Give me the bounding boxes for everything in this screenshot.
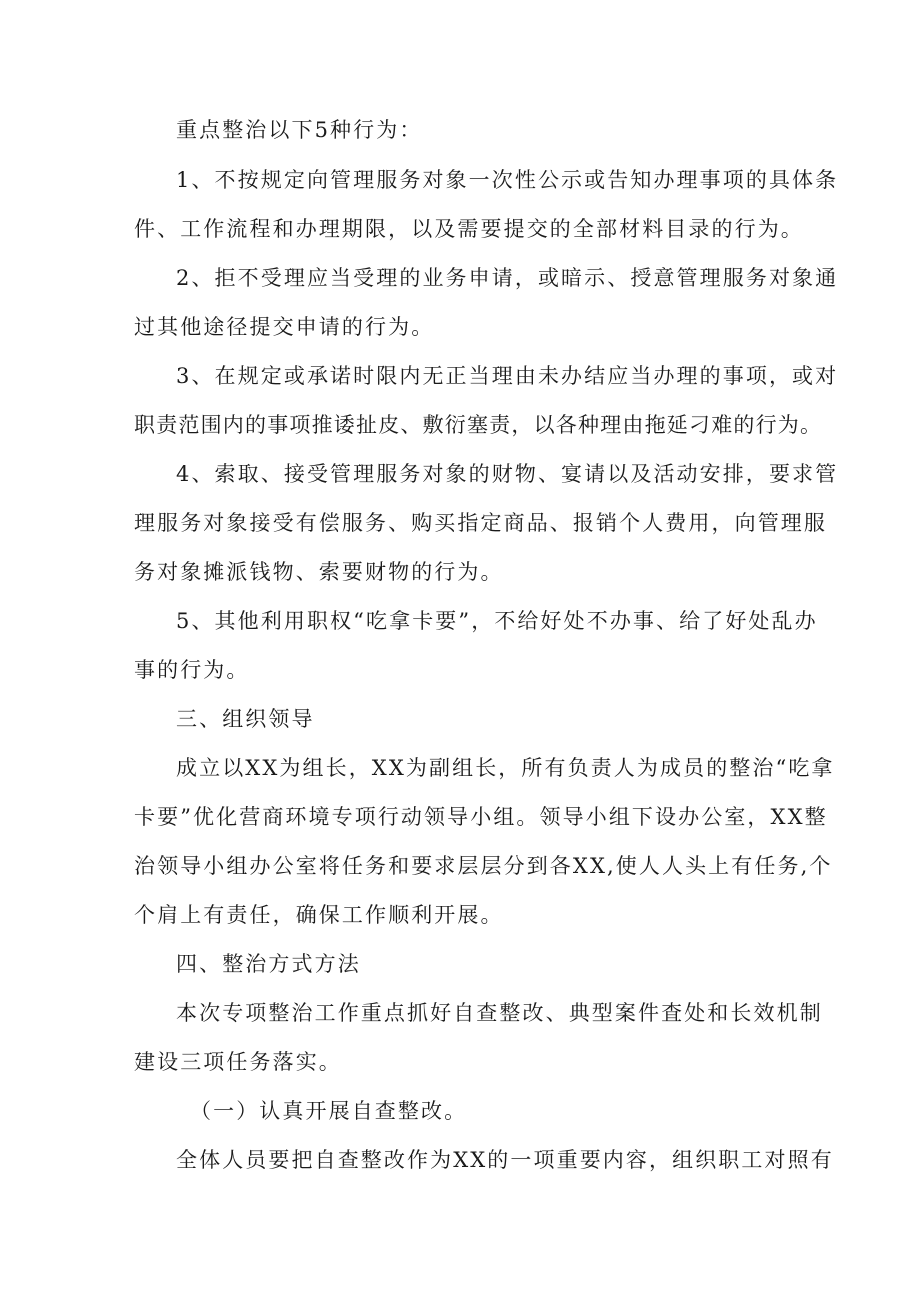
item-5-line-1: 5、其他利用职权“吃拿卡要”，不给好处不办事、给了好处乱办 [176,609,818,633]
item-4-line-1: 4、索取、接受管理服务对象的财物、宴请以及活动安排，要求管 [176,462,839,486]
subsection-heading-1: （一）认真开展自查整改。 [190,1099,468,1123]
item-1-line-2: 件、工作流程和办理期限，以及需要提交的全部材料目录的行为。 [134,217,804,241]
section-heading-3: 三、组织领导 [176,707,315,731]
item-3-line-2: 职责范围内的事项推诿扯皮、敷衍塞责，以各种理由拖延刁难的行为。 [134,413,823,437]
intro-line: 重点整治以下5种行为： [176,118,423,142]
item-5-line-2: 事的行为。 [134,658,250,682]
item-2-line-2: 过其他途径提交申请的行为。 [134,315,435,339]
section-4-para-line-2: 建设三项任务落实。 [134,1050,342,1074]
item-4-line-2: 理服务对象接受有偿服务、购买指定商品、报销个人费用，向管理服 [134,511,827,535]
item-3-line-1: 3、在规定或承诺时限内无正当理由未办结应当办理的事项，或对 [176,364,839,388]
section-3-para-line-2: 卡要”优化营商环境专项行动领导小组。领导小组下设办公室，XX整 [134,805,828,829]
item-1-line-1: 1、不按规定向管理服务对象一次性公示或告知办理事项的具体条 [176,168,839,192]
item-4-line-3: 务对象摊派钱物、索要财物的行为。 [134,560,504,584]
section-3-para-line-4: 个肩上有责任，确保工作顺利开展。 [134,903,504,927]
section-4-para-line-1: 本次专项整治工作重点抓好自查整改、典型案件査处和长效机制 [176,1001,823,1025]
section-heading-4: 四、整治方式方法 [176,952,361,976]
item-2-line-1: 2、拒不受理应当受理的业务申请，或暗示、授意管理服务对象通 [176,266,839,290]
section-3-para-line-1: 成立以XX为组长，XX为副组长，所有负责人为成员的整治“吃拿 [176,756,835,780]
section-3-para-line-3: 治领导小组办公室将任务和要求层层分到各XX,使人人头上有任务,个 [134,854,833,878]
subsection-1-para-line-1: 全体人员要把自查整改作为XX的一项重要内容，组织职工对照有 [176,1148,834,1172]
